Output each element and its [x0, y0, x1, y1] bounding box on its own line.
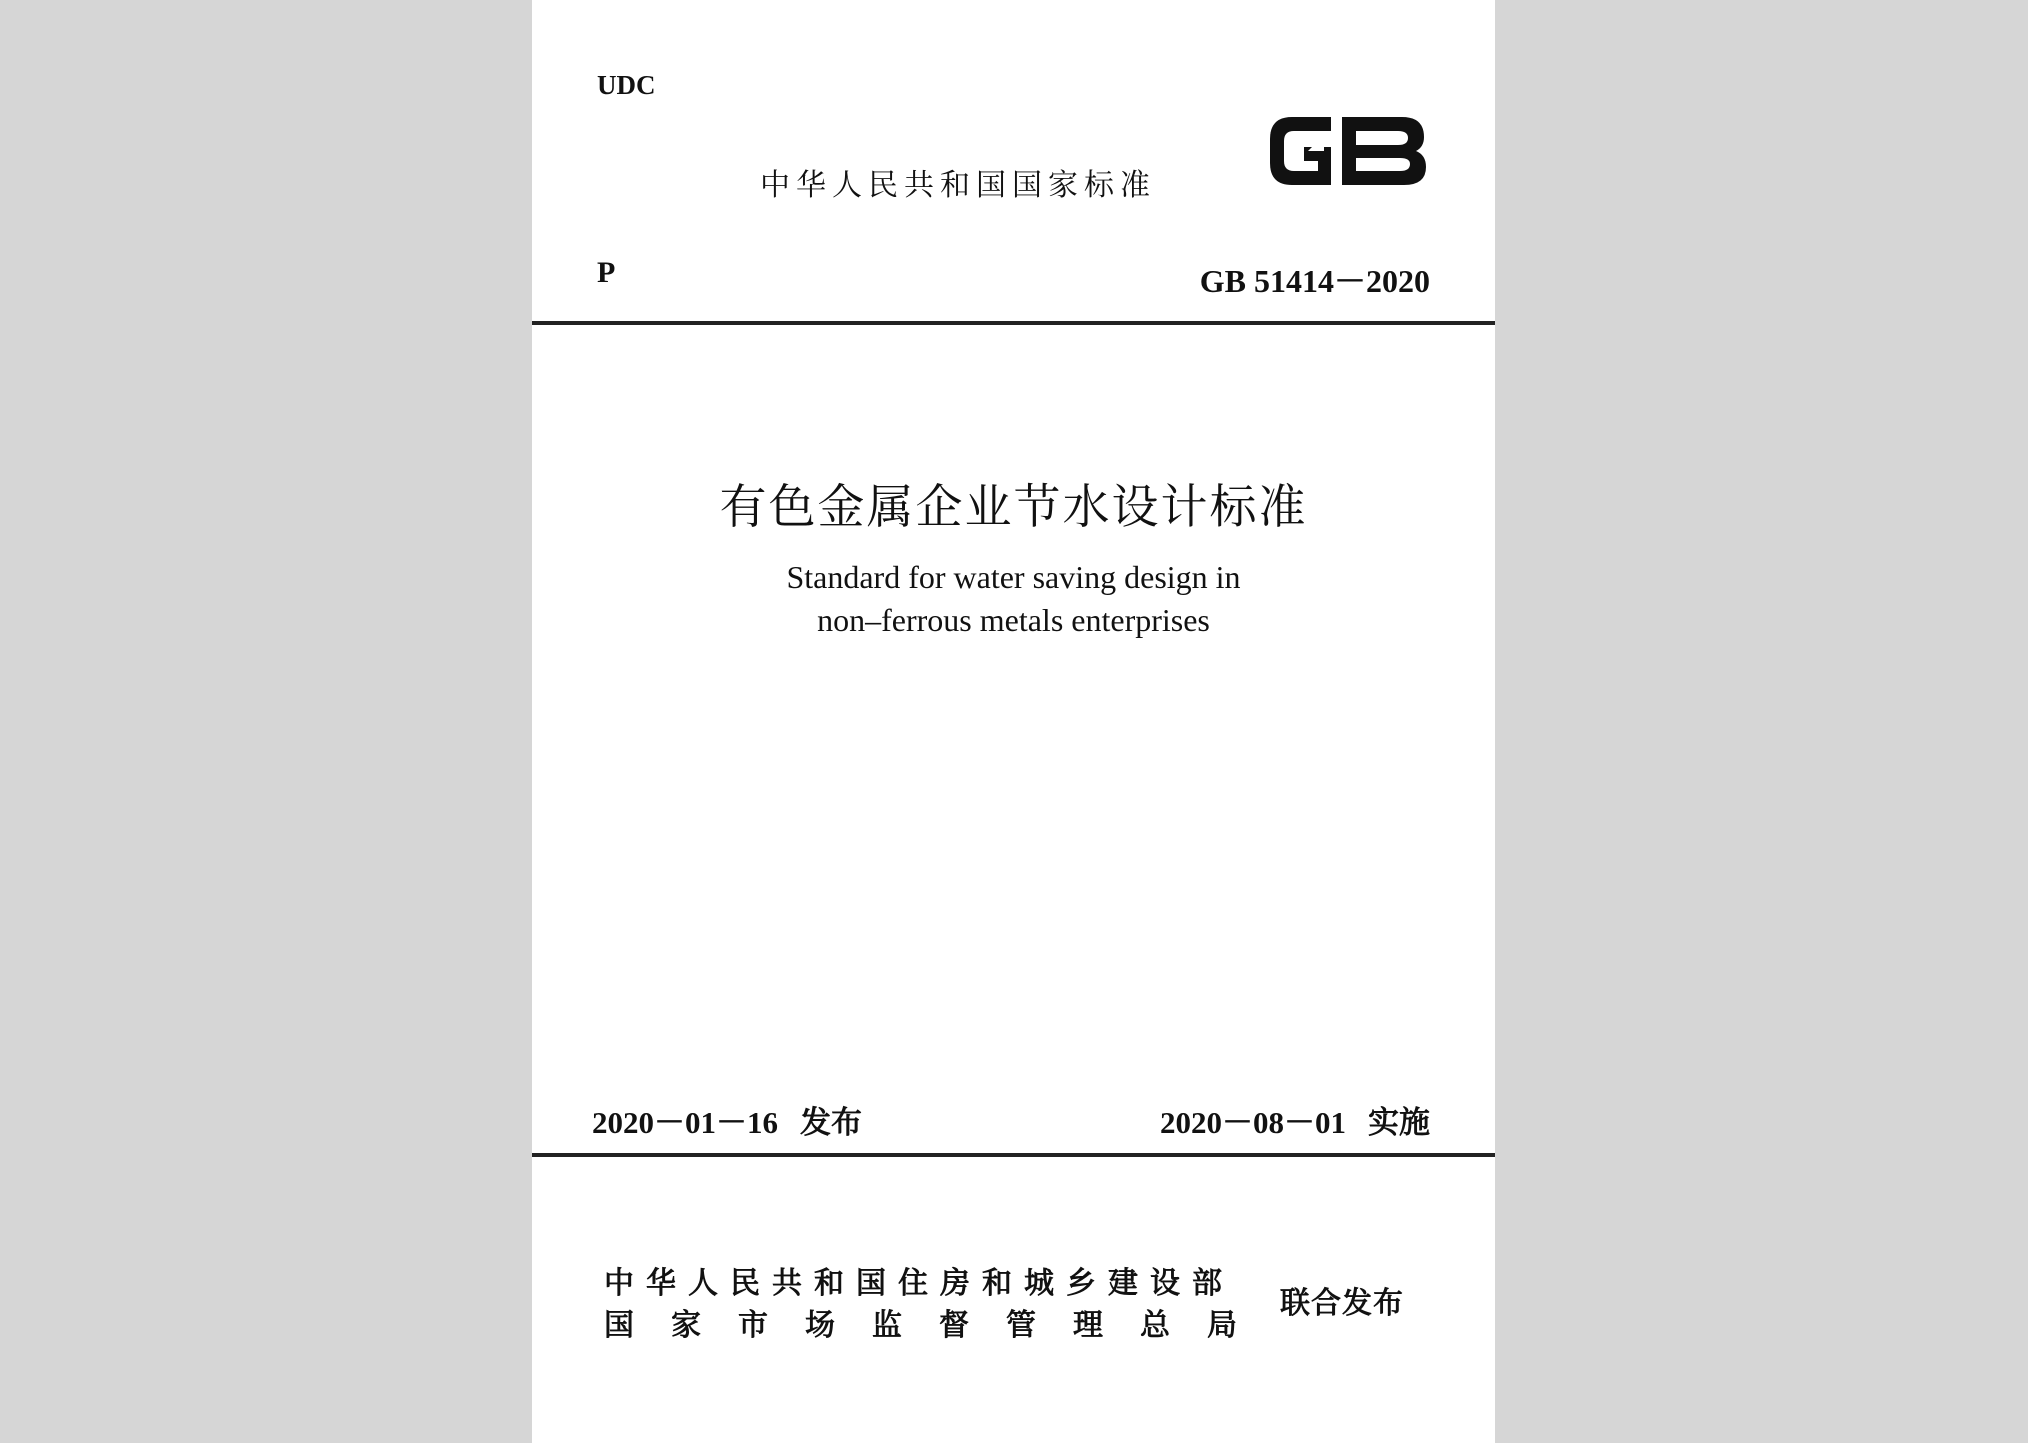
- document-cover: [532, 0, 1495, 1443]
- title-chinese: 有色金属企业节水设计标准: [719, 480, 1308, 535]
- issue-date-block: [592, 1097, 862, 1142]
- bottom-divider: [532, 1153, 1495, 1157]
- gb-logo-icon: [1262, 103, 1432, 199]
- title-english-line2: non–ferrous metals enterprises: [817, 602, 1210, 638]
- effective-label: 实施: [1368, 1105, 1430, 1141]
- title-english: [532, 556, 1495, 642]
- effective-date-block: [1160, 1097, 1430, 1142]
- publisher-administration: 国家市场监督管理总局: [604, 1308, 1274, 1343]
- issue-label: 发布: [800, 1105, 862, 1141]
- classification-code: P: [597, 256, 616, 289]
- joint-issue-label: 联合发布: [1280, 1286, 1404, 1321]
- effective-date: 2020－08－01: [1160, 1105, 1346, 1140]
- publisher-ministry: 中华人民共和国住房和城乡建设部: [604, 1266, 1234, 1301]
- top-divider: [532, 321, 1495, 325]
- issue-date: 2020－01－16: [592, 1105, 778, 1140]
- standard-number: GB 51414－2020: [1199, 263, 1430, 299]
- udc-label: UDC: [597, 70, 656, 100]
- country-standard-label: 中华人民共和国国家标准: [760, 168, 1156, 203]
- title-english-line1: Standard for water saving design in: [786, 559, 1241, 595]
